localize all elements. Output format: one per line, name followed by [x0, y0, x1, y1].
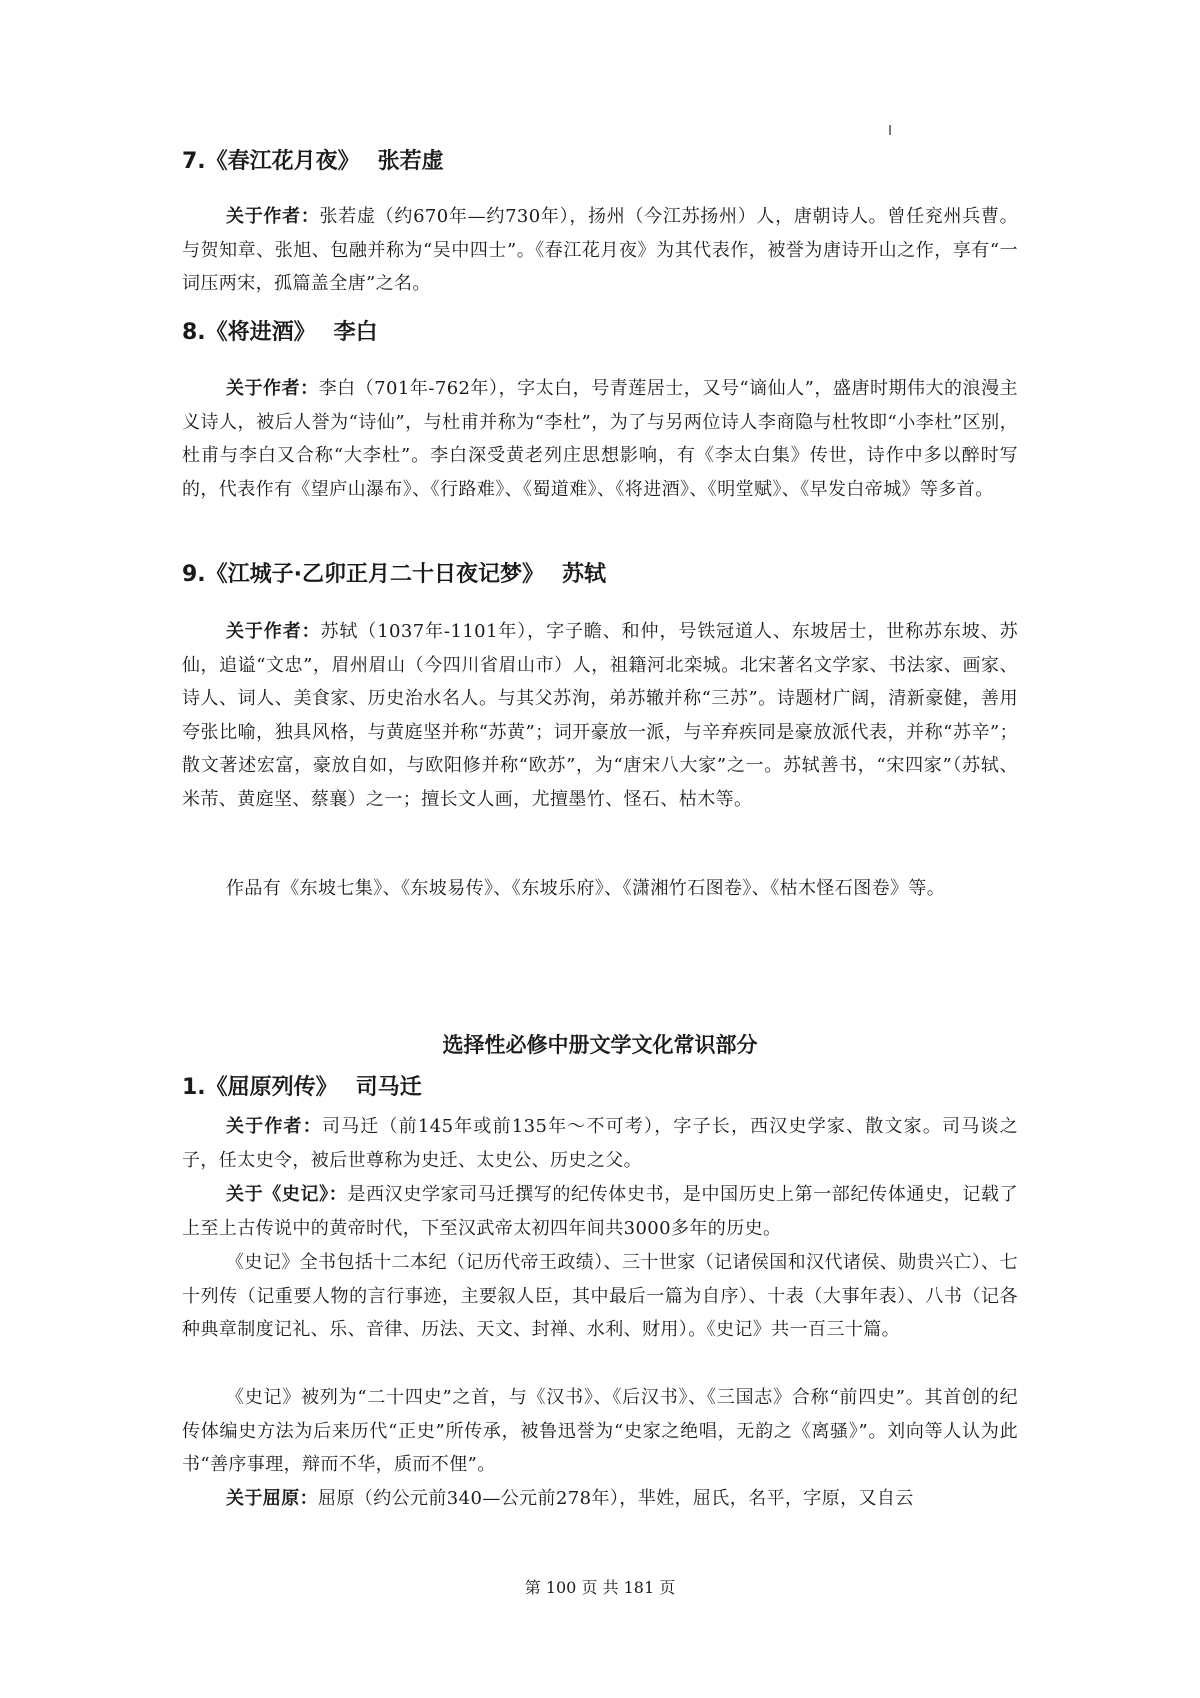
paragraph-1-shiji-status: 《史记》被列为“二十四史”之首，与《汉书》、《后汉书》、《三国志》合称“前四史”。其首创的纪传体编史方法为后来历代“正史”所传承，被鲁迅誉为“史家之绝唱，无韵之《离骚》”。刘向等人认为此书“善序事理，辩而不华，质而不俚”。: [182, 1387, 1018, 1475]
heading-7: [182, 147, 444, 177]
heading-9-author: 苏轼: [562, 562, 607, 587]
text-9-author: 苏轼（1037年-1101年），字子瞻、和仲，号铁冠道人、东坡居士，世称苏东坡、苏仙，追谥“文忠”，眉州眉山（今四川省眉山市）人，祖籍河北栾城。北宋著名文学家、书法家、画家、诗人、词人、美食家、历史治水名人。与其父苏洵，弟苏辙并称“三苏”。诗题材广阔，清新豪健，善用夸张比喻，独具风格，与黄庭坚并称“苏黄”；词开豪放一派，与辛弃疾同是豪放派代表，并称“苏辛”；散文著述宏富，豪放自如，与欧阳修并称“欧苏”，为“唐宋八大家”之一。苏轼善书，“宋四家”（苏轼、米芾、黄庭坚、蔡襄）之一；擅长文人画，尤擅墨竹、怪石、枯木等。: [182, 621, 1019, 810]
heading-8: [182, 318, 378, 348]
text-8-author: 李白（701年-762年），字太白，号青莲居士，又号“谪仙人”，盛唐时期伟大的浪漫主义诗人，被后人誉为“诗仙”，与杜甫并称为“李杜”，为了与另两位诗人李商隐与杜牧即“小李杜”区别，杜甫与李白又合称“大李杜”。李白深受黄老列庄思想影响，有《李太白集》传世，诗作中多以醉时写的，代表作有《望庐山瀑布》、《行路难》、《蜀道难》、《将进酒》、《明堂赋》、《早发白帝城》等多首。: [182, 378, 1018, 500]
text-7-author: 张若虚（约670年—约730年），扬州（今江苏扬州）人，唐朝诗人。曾任兖州兵曹。与贺知章、张旭、包融并称为“吴中四士”。《春江花月夜》为其代表作，被誉为唐诗开山之作，享有“一词压两宋，孤篇盖全唐”之名。: [182, 206, 1019, 294]
heading-1: [182, 1073, 422, 1103]
label-about-author: 关于作者：: [226, 1116, 322, 1137]
heading-1-title: 1.《屈原列传》: [182, 1075, 338, 1100]
label-about-quyuan: 关于屈原：: [226, 1488, 318, 1509]
paragraph-1-shiji-contents: 《史记》全书包括十二本纪（记历代帝王政绩）、三十世家（记诸侯国和汉代诸侯、勋贵兴亡）、七十列传（记重要人物的言行事迹，主要叙人臣，其中最后一篇为自序）、十表（大事年表）、八书（记各种典章制度记礼、乐、音律、历法、天文、封禅、水利、财用）。《史记》共一百三十篇。: [182, 1252, 1018, 1340]
paragraph-1-quyuan: [182, 1482, 1018, 1516]
label-about-author: 关于作者：: [226, 206, 320, 227]
heading-9-title: 9.《江城子·乙卯正月二十日夜记梦》: [182, 562, 545, 587]
heading-9: [182, 560, 606, 590]
text-1-author: 司马迁（前145年或前135年～不可考），字子长，西汉史学家、散文家。司马谈之子，任太史令，被后世尊称为史迁、太史公、历史之父。: [182, 1116, 1018, 1171]
margin-mark: [889, 125, 891, 135]
heading-8-title: 8.《将进酒》: [182, 320, 316, 345]
paragraph-1-shiji: [182, 1178, 1018, 1245]
paragraph-9-works: 作品有《东坡七集》、《东坡易传》、《东坡乐府》、《潇湘竹石图卷》、《枯木怪石图卷》等。: [226, 878, 946, 899]
text-1-quyuan: 屈原（约公元前340—公元前278年），芈姓，屈氏，名平，字原，又自云: [318, 1488, 914, 1509]
label-about-author: 关于作者：: [226, 378, 319, 399]
heading-8-author: 李白: [333, 320, 378, 345]
label-about-shiji: 关于《史记》：: [226, 1184, 348, 1205]
text-1-shiji: 是西汉史学家司马迁撰写的纪传体史书，是中国历史上第一部纪传体通史，记载了上至上古传说中的黄帝时代，下至汉武帝太初四年间共3000多年的历史。: [182, 1184, 1018, 1239]
section-title: 选择性必修中册文学文化常识部分: [442, 1032, 758, 1057]
paragraph-7-author: [182, 200, 1018, 301]
page-footer: 第 100 页 共 181 页: [524, 1578, 676, 1597]
heading-1-author: 司马迁: [355, 1075, 422, 1100]
paragraph-8-author: [182, 372, 1018, 506]
heading-7-author: 张若虚: [377, 149, 444, 174]
heading-7-title: 7.《春江花月夜》: [182, 149, 360, 174]
label-about-author: 关于作者：: [226, 621, 321, 642]
paragraph-1-author: [182, 1110, 1018, 1177]
paragraph-9-author: [182, 615, 1018, 816]
